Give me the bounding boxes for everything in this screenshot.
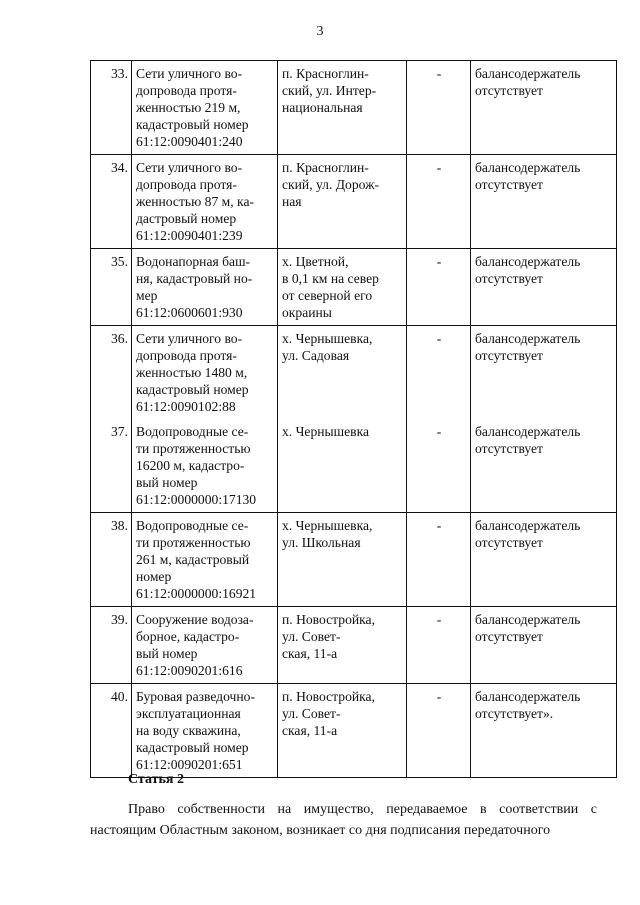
row-number: 37. [91,419,132,513]
table-row [91,61,617,155]
object-address: п. Красноглин- ский, ул. Дорож- ная [278,155,407,249]
object-owner: балансодержатель отсутствует [471,419,617,513]
object-owner: балансодержатель отсутствует». [471,684,617,778]
property-table [90,60,617,778]
row-number: 38. [91,513,132,607]
table-row [91,419,617,513]
table-row [91,684,617,778]
object-address: п. Новостройка, ул. Совет- ская, 11-а [278,684,407,778]
object-value: - [407,249,471,326]
table-row [91,513,617,607]
row-number: 40. [91,684,132,778]
object-owner: балансодержатель отсутствует [471,607,617,684]
object-name: Сети уличного во- допровода протя- женностью 1480 м, кадастровый номер 61:12:0090102:88 [132,326,278,420]
object-value: - [407,419,471,513]
object-value: - [407,684,471,778]
object-value: - [407,326,471,420]
object-name: Сооружение водоза- борное, кадастро- вый номер 61:12:0090201:616 [132,607,278,684]
object-owner: балансодержатель отсутствует [471,155,617,249]
table-row [91,326,617,420]
row-number: 33. [91,61,132,155]
row-number: 36. [91,326,132,420]
object-owner: балансодержатель отсутствует [471,513,617,607]
object-name: Водонапорная баш- ня, кадастровый но- мер 61:12:0600601:930 [132,249,278,326]
table-row [91,155,617,249]
object-address: х. Цветной, в 0,1 км на север от северной его окраины [278,249,407,326]
object-name: Сети уличного во- допровода протя- женностью 219 м, кадастровый номер 61:12:0090401:240 [132,61,278,155]
table-row [91,607,617,684]
row-number: 34. [91,155,132,249]
article-heading: Статья 2 [128,772,184,787]
table-row [91,249,617,326]
object-owner: балансодержатель отсутствует [471,61,617,155]
page-number: 3 [316,24,324,39]
object-value: - [407,513,471,607]
object-name: Буровая разведочно- эксплуатационная на воду скважина, кадастровый номер 61:12:0090201:651 [132,684,278,778]
object-address: х. Чернышевка, ул. Садовая [278,326,407,420]
object-name: Сети уличного во- допровода протя- женностью 87 м, ка- дастровый номер 61:12:0090401:239 [132,155,278,249]
object-owner: балансодержатель отсутствует [471,326,617,420]
object-owner: балансодержатель отсутствует [471,249,617,326]
object-name: Водопроводные се- ти протяженностью 16200 м, кадастро- вый номер 61:12:0000000:17130 [132,419,278,513]
object-address: х. Чернышевка [278,419,407,513]
row-number: 35. [91,249,132,326]
object-value: - [407,61,471,155]
row-number: 39. [91,607,132,684]
object-address: х. Чернышевка, ул. Школьная [278,513,407,607]
object-address: п. Новостройка, ул. Совет- ская, 11-а [278,607,407,684]
article-paragraph: Право собственности на имущество, передаваемое в соответствии с настоящим Областным законом, возникает со дня подписания передаточного [90,802,597,838]
object-address: п. Красноглин- ский, ул. Интер- национальная [278,61,407,155]
object-value: - [407,155,471,249]
object-name: Водопроводные се- ти протяженностью 261 м, кадастровый номер 61:12:0000000:16921 [132,513,278,607]
object-value: - [407,607,471,684]
